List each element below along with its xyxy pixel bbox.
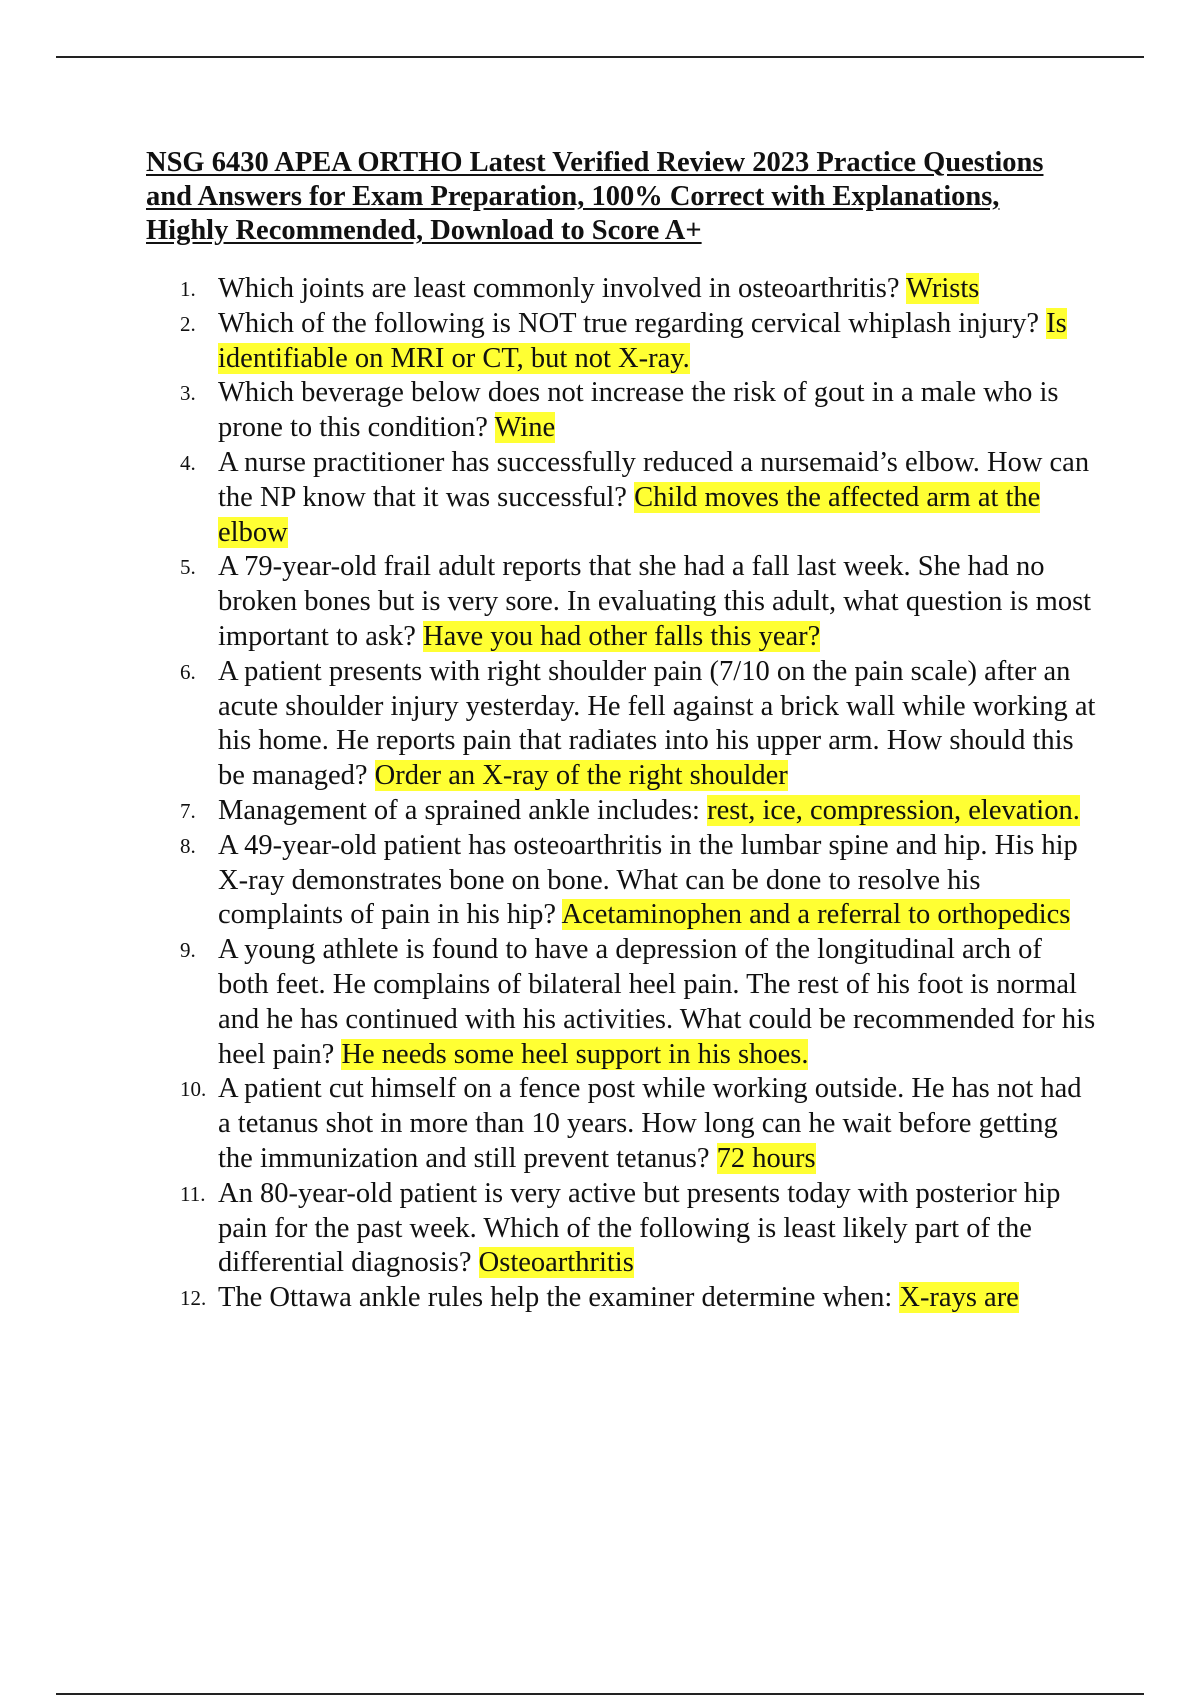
answer-highlight: He needs some heel support in his shoes. [341, 1038, 809, 1070]
question-text: An 80-year-old patient is very active but presents today with posterior hip pain for the past week. Which of the following is least likely part of the differential diagnosis? [218, 1177, 1061, 1279]
answer-highlight: Acetaminophen and a referral to orthopedics [561, 899, 1071, 931]
top-rule [56, 56, 1144, 58]
question-number: 7. [180, 798, 196, 823]
question-number: 9. [180, 938, 196, 963]
answer-highlight: Osteoarthritis [478, 1247, 634, 1279]
question-text: A 79-year-old frail adult reports that she had a fall last week. She had no broken bones but is very sore. In evaluating this adult, what question is most important to ask? [218, 551, 1092, 652]
question-text: A 49-year-old patient has osteoarthritis in the lumbar spine and hip. His hip X-ray demonstrates bone on bone. What can be done to resolve his complaints of pain in his hip? [218, 829, 1078, 931]
question-item-6 [0, 655, 1098, 794]
question-text: Management of a sprained ankle includes: [218, 794, 708, 826]
bottom-rule [56, 1693, 1144, 1695]
question-text: Which joints are least commonly involved in osteoarthritis? [218, 273, 907, 304]
answer-highlight: Have you had other falls this year? [423, 620, 821, 652]
question-number: 6. [180, 659, 196, 684]
question-text: A nurse practitioner has successfully reduced a nursemaid’s elbow. How can the NP know that it was successful? [218, 446, 1090, 513]
answer-highlight: X-rays are [899, 1282, 1019, 1314]
question-number: 3. [180, 381, 196, 406]
question-number: 10. [180, 1077, 207, 1102]
question-number: 2. [180, 311, 196, 336]
question-item-11 [0, 1177, 1098, 1281]
question-item-10 [0, 1072, 1098, 1176]
question-number: 8. [180, 833, 196, 858]
answer-highlight: Is identifiable on MRI or CT, but not X-ray. [218, 307, 1067, 374]
question-text: Which of the following is NOT true regarding cervical whiplash injury? [218, 307, 1047, 339]
question-number: 11. [180, 1181, 206, 1206]
question-text: Which beverage below does not increase the risk of gout in a male who is prone to this condition? [218, 377, 1059, 444]
question-item-3 [0, 376, 1098, 446]
question-text: A patient cut himself on a fence post while working outside. He has not had a tetanus shot in more than 10 years. How long can he wait before getting the immunization and still prevent tetanus? [218, 1073, 1082, 1174]
question-list [0, 272, 1200, 1316]
question-number: 5. [180, 555, 196, 580]
question-item-12 [0, 1281, 1098, 1316]
question-number: 12. [180, 1286, 207, 1311]
question-item-5 [0, 550, 1098, 654]
question-item-7 [0, 794, 1098, 829]
question-item-4 [0, 446, 1098, 550]
answer-highlight: Order an X-ray of the right shoulder [374, 760, 788, 792]
answer-highlight: 72 hours [716, 1142, 816, 1174]
answer-highlight: Child moves the affected arm at the elbow [218, 481, 1041, 548]
question-item-8 [0, 829, 1098, 933]
question-item-1 [0, 272, 1098, 307]
document-title: NSG 6430 APEA ORTHO Latest Verified Review 2023 Practice Questions and Answers for Exam Preparation, 100% Correct with Explanations, Highly Recommended, Download to Score A+ [146, 147, 1044, 246]
question-number: 1. [180, 277, 196, 301]
answer-highlight: Wine [494, 412, 556, 444]
question-item-9 [0, 933, 1098, 1072]
question-number: 4. [180, 450, 196, 475]
question-item-2 [0, 307, 1098, 377]
question-text: A young athlete is found to have a depression of the longitudinal arch of both feet. He complains of bilateral heel pain. The rest of his foot is normal and he has continued with his activities. What could be recommended for his heel pain? [218, 934, 1096, 1070]
answer-highlight: rest, ice, compression, elevation. [707, 794, 1080, 826]
answer-highlight: Wrists [906, 273, 980, 304]
question-text: A patient presents with right shoulder pain (7/10 on the pain scale) after an acute shoulder injury yesterday. He fell against a brick wall while working at his home. He reports pain that radiates into his upper arm. How should this be managed? [218, 655, 1096, 792]
question-text: The Ottawa ankle rules help the examiner determine when: [218, 1282, 900, 1314]
